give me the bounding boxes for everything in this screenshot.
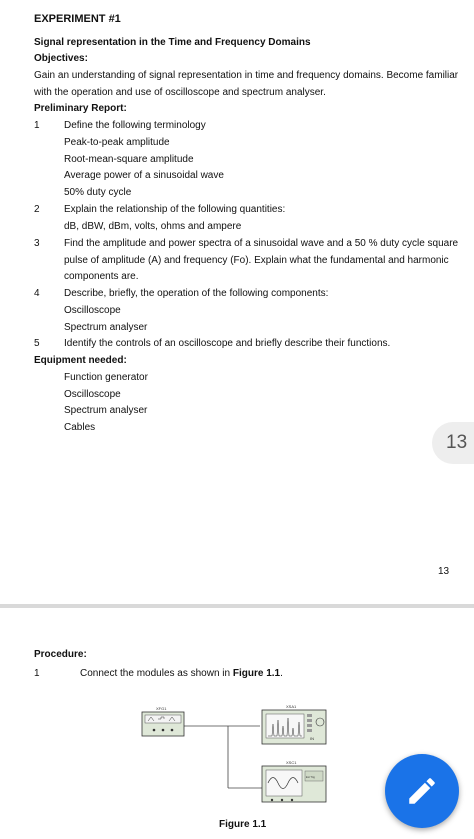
step-text-end: . — [280, 668, 283, 679]
item-text: Describe, briefly, the operation of the following components: — [64, 288, 329, 299]
sa-label: XSA1 — [286, 704, 297, 709]
preliminary-heading: Preliminary Report: — [34, 103, 127, 114]
equipment-heading: Equipment needed: — [34, 355, 127, 366]
figure-reference: Figure 1.1 — [232, 668, 281, 679]
procedure-heading: Procedure: — [34, 649, 87, 660]
term-item: Average power of a sinusoidal wave — [64, 170, 224, 181]
item-text: pulse of amplitude (A) and frequency (Fo). Explain what the fundamental and harmonic — [64, 255, 449, 266]
spectrum-analyser-icon — [262, 710, 326, 744]
item-number: 5 — [34, 338, 40, 349]
fg-label: XFG1 — [156, 706, 167, 711]
item-number: 4 — [34, 288, 40, 299]
item-number: 2 — [34, 204, 40, 215]
figure-caption: Figure 1.1 — [219, 819, 267, 830]
sa-input-label: IN — [310, 736, 314, 741]
term-item: Root-mean-square amplitude — [64, 154, 194, 165]
term-item: dB, dBW, dBm, volts, ohms and ampere — [64, 221, 242, 232]
circuit-figure — [140, 700, 340, 810]
page-indicator-badge[interactable]: 13 — [432, 422, 474, 464]
edit-fab-button[interactable] — [385, 754, 459, 828]
step-text — [80, 668, 283, 680]
section-title: Signal representation in the Time and Frequency Domains — [34, 37, 311, 48]
component-item: Spectrum analyser — [64, 322, 148, 333]
equipment-item: Oscilloscope — [64, 389, 121, 400]
objectives-text-line1: Gain an understanding of signal representation in time and frequency domains. Become familiar — [34, 70, 459, 81]
item-text: Define the following terminology — [64, 120, 206, 131]
equipment-item: Function generator — [64, 372, 148, 383]
item-text: Identify the controls of an oscilloscope and briefly describe their functions. — [64, 338, 391, 349]
function-generator-icon — [142, 712, 184, 736]
term-item: Peak-to-peak amplitude — [64, 137, 170, 148]
sc-ext-label: Ext Trig — [306, 776, 315, 779]
item-number: 3 — [34, 238, 40, 249]
step-text-main: Connect the modules as shown in — [80, 668, 233, 679]
step-number: 1 — [34, 668, 40, 679]
objectives-text-line2: with the operation and use of oscilloscope and spectrum analyser. — [34, 87, 326, 98]
item-number: 1 — [34, 120, 40, 131]
component-item: Oscilloscope — [64, 305, 121, 316]
term-item: 50% duty cycle — [64, 187, 132, 198]
sc-label: XSC1 — [286, 760, 297, 765]
oscilloscope-icon — [262, 766, 326, 802]
item-text: Explain the relationship of the following quantities: — [64, 204, 286, 215]
experiment-title: EXPERIMENT #1 — [34, 13, 121, 25]
page-number: 13 — [438, 566, 450, 577]
pencil-icon — [405, 774, 439, 808]
equipment-item: Cables — [64, 422, 96, 433]
equipment-item: Spectrum analyser — [64, 405, 148, 416]
item-text: components are. — [64, 271, 139, 282]
objectives-heading: Objectives: — [34, 53, 88, 64]
item-text: Find the amplitude and power spectra of a sinusoidal wave and a 50 % duty cycle square — [64, 238, 459, 249]
